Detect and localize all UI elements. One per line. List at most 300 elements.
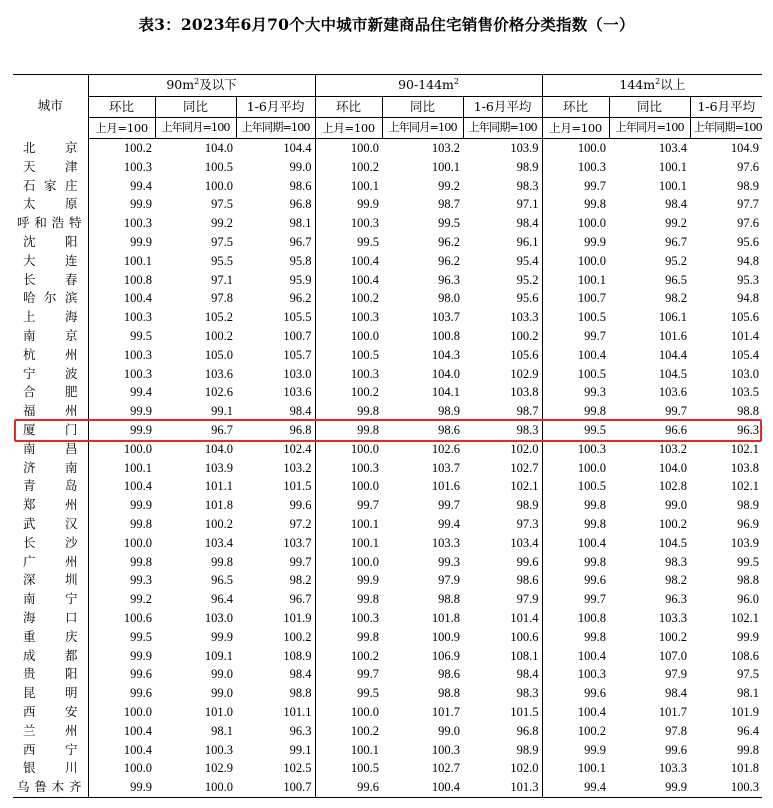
- index-value: 99.9: [88, 421, 155, 440]
- index-value: 97.9: [665, 667, 688, 682]
- index-value: 99.9: [88, 647, 155, 666]
- index-value: 99.0: [211, 686, 233, 701]
- index-value: 99.8: [315, 590, 382, 609]
- index-value: 99.2: [88, 590, 155, 609]
- table-row: [13, 684, 762, 703]
- index-value: 100.5: [315, 346, 382, 365]
- index-value: 96.8: [516, 723, 539, 738]
- index-value: 100.8: [542, 609, 609, 628]
- index-value: 100.0: [315, 327, 382, 346]
- index-value: 100.3: [315, 308, 382, 327]
- city-name: 郑州: [23, 497, 78, 513]
- table-row: [13, 571, 762, 590]
- index-value: 96.2: [438, 234, 461, 249]
- index-value: 102.9: [510, 366, 539, 381]
- index-value: 98.4: [516, 667, 539, 682]
- index-value: 103.6: [658, 385, 688, 400]
- table-row: [13, 327, 762, 346]
- group-header-small: $90m^2$及以下: [88, 75, 315, 97]
- index-value: 99.3: [438, 554, 461, 569]
- index-value: 100.0: [315, 477, 382, 496]
- index-value: 99.6: [542, 571, 609, 590]
- index-value: 99.9: [88, 778, 155, 797]
- subheader-cell: 同比: [155, 97, 236, 118]
- index-value: 95.5: [211, 253, 233, 268]
- table-row: [13, 346, 762, 365]
- index-value: 100.5: [542, 365, 609, 384]
- index-value: 99.6: [88, 684, 155, 703]
- index-value: 99.8: [542, 402, 609, 421]
- table-row: [13, 459, 762, 478]
- index-value: 97.8: [211, 291, 233, 306]
- city-name: 石家庄: [23, 177, 78, 193]
- index-value: 103.9: [510, 141, 539, 155]
- index-value: 96.2: [438, 253, 461, 268]
- index-value: 100.3: [315, 214, 382, 233]
- index-value: 100.0: [542, 459, 609, 478]
- index-value: 99.5: [88, 327, 155, 346]
- city-name: 北京: [23, 139, 78, 155]
- index-value: 103.0: [204, 610, 233, 625]
- index-value: 98.3: [516, 686, 539, 701]
- index-value: 99.9: [88, 402, 155, 421]
- city-name: 武汉: [23, 515, 78, 531]
- city-name: 长春: [23, 271, 78, 287]
- index-value: 103.0: [283, 366, 312, 381]
- index-value: 99.8: [737, 742, 760, 757]
- index-value: 95.2: [665, 253, 688, 268]
- index-value: 100.1: [542, 759, 609, 778]
- index-value: 99.8: [542, 515, 609, 534]
- index-value: 99.8: [211, 554, 233, 569]
- index-value: 99.5: [88, 628, 155, 647]
- index-value: 105.0: [204, 347, 233, 362]
- subheader-cell: 环比: [542, 97, 609, 118]
- index-value: 105.2: [204, 310, 233, 325]
- index-value: 99.0: [438, 723, 461, 738]
- city-name: 贵阳: [23, 666, 78, 682]
- index-value: 99.8: [315, 421, 382, 440]
- index-value: 104.0: [431, 366, 461, 381]
- table-row: [13, 515, 762, 534]
- index-value: 94.8: [737, 291, 760, 306]
- index-value: 99.8: [542, 496, 609, 515]
- index-value: 99.8: [542, 195, 609, 214]
- city-name: 南京: [23, 327, 78, 343]
- index-value: 99.2: [438, 178, 461, 193]
- subheader-cell: 同比: [609, 97, 690, 118]
- index-value: 99.1: [211, 404, 233, 419]
- index-value: 103.9: [730, 535, 760, 550]
- index-value: 100.4: [88, 741, 155, 760]
- index-value: 99.5: [542, 421, 609, 440]
- index-value: 103.7: [431, 310, 461, 325]
- table-header: [13, 75, 762, 139]
- city-name: 福州: [23, 403, 78, 419]
- table-row: [13, 195, 762, 214]
- index-value: 101.6: [658, 328, 688, 343]
- index-value: 99.6: [315, 778, 382, 797]
- index-value: 103.4: [510, 535, 539, 550]
- index-value: 99.1: [289, 742, 312, 757]
- table-row: [13, 590, 762, 609]
- index-value: 100.8: [88, 271, 155, 290]
- city-name: 南昌: [23, 440, 78, 456]
- index-value: 98.9: [516, 742, 539, 757]
- index-value: 96.6: [665, 422, 688, 437]
- index-value: 100.1: [315, 515, 382, 534]
- city-name: 成都: [23, 647, 78, 663]
- table-row: [13, 252, 762, 271]
- subheader-cell: 1-6月平均: [463, 97, 542, 118]
- index-value: 105.6: [730, 310, 760, 325]
- index-value: 103.6: [204, 366, 233, 381]
- index-value: 102.8: [658, 479, 688, 494]
- index-value: 99.5: [438, 216, 461, 231]
- index-value: 98.3: [516, 178, 539, 193]
- index-value: 99.0: [665, 498, 688, 513]
- index-value: 98.7: [516, 404, 539, 419]
- index-value: 101.9: [730, 704, 760, 719]
- index-value: 100.3: [542, 158, 609, 177]
- index-value: 100.1: [315, 177, 382, 196]
- index-value: 99.9: [737, 629, 760, 644]
- index-value: 99.9: [88, 496, 155, 515]
- index-value: 99.0: [211, 667, 233, 682]
- index-value: 98.1: [737, 686, 760, 701]
- index-value: 99.6: [665, 742, 688, 757]
- city-name: 宁波: [23, 365, 78, 381]
- unit-cell: 上年同月=100: [609, 118, 690, 139]
- index-value: 99.5: [315, 684, 382, 703]
- index-value: 107.0: [658, 648, 688, 663]
- index-value: 103.3: [510, 310, 539, 325]
- table-row: [13, 271, 762, 290]
- index-value: 100.3: [204, 742, 233, 757]
- index-value: 100.3: [88, 346, 155, 365]
- index-value: 101.9: [283, 610, 312, 625]
- index-value: 102.0: [510, 761, 539, 776]
- index-value: 104.5: [658, 535, 688, 550]
- index-value: 103.3: [431, 535, 461, 550]
- index-value: 100.4: [88, 477, 155, 496]
- index-value: 97.7: [737, 197, 760, 212]
- index-value: 100.0: [88, 440, 155, 459]
- index-value: 104.1: [431, 385, 461, 400]
- index-value: 102.5: [283, 761, 312, 776]
- city-name: 广州: [23, 553, 78, 569]
- index-value: 102.1: [730, 479, 760, 494]
- index-value: 104.4: [283, 141, 312, 155]
- index-value: 98.4: [665, 686, 688, 701]
- index-value: 100.1: [431, 159, 461, 174]
- index-value: 100.2: [204, 516, 233, 531]
- table-row: [13, 609, 762, 628]
- index-value: 98.7: [438, 197, 461, 212]
- index-value: 95.9: [289, 272, 312, 287]
- table-row: [13, 703, 762, 722]
- index-value: 105.7: [283, 347, 312, 362]
- index-value: 98.4: [289, 667, 312, 682]
- city-name: 合肥: [23, 384, 78, 400]
- index-value: 100.4: [315, 252, 382, 271]
- table-row: [13, 402, 762, 421]
- city-name: 长沙: [23, 534, 78, 550]
- index-value: 100.3: [542, 440, 609, 459]
- subheader-cell: 1-6月平均: [236, 97, 315, 118]
- index-value: 101.7: [658, 704, 688, 719]
- table-row: [13, 647, 762, 666]
- index-value: 99.8: [315, 628, 382, 647]
- index-value: 100.4: [88, 722, 155, 741]
- index-value: 98.9: [737, 178, 760, 193]
- index-value: 100.3: [690, 778, 762, 797]
- table-row: [13, 553, 762, 572]
- unit-cell: 上月=100: [88, 118, 155, 139]
- index-value: 100.9: [431, 629, 461, 644]
- index-value: 100.3: [315, 365, 382, 384]
- table-row: [13, 214, 762, 233]
- index-value: 106.1: [658, 310, 688, 325]
- index-value: 96.2: [289, 291, 312, 306]
- city-name: 乌鲁木齐: [13, 778, 88, 797]
- index-value: 99.9: [542, 233, 609, 252]
- index-value: 96.7: [289, 234, 312, 249]
- index-value: 102.1: [510, 479, 539, 494]
- index-value: 100.5: [315, 759, 382, 778]
- city-name: 济南: [23, 459, 78, 475]
- index-value: 99.4: [542, 778, 609, 797]
- index-value: 100.7: [236, 778, 315, 797]
- index-value: 100.5: [542, 477, 609, 496]
- index-value: 101.1: [283, 704, 312, 719]
- index-value: 100.7: [283, 328, 312, 343]
- index-value: 104.4: [658, 347, 688, 362]
- table-row: [13, 177, 762, 196]
- index-value: 96.3: [289, 723, 312, 738]
- index-value: 103.2: [283, 460, 312, 475]
- index-value: 102.7: [510, 460, 539, 475]
- index-value: 100.0: [542, 139, 609, 158]
- index-value: 103.3: [658, 610, 688, 625]
- index-value: 96.8: [289, 197, 312, 212]
- index-value: 106.9: [431, 648, 461, 663]
- index-value: 101.0: [204, 704, 233, 719]
- index-value: 100.4: [382, 778, 463, 797]
- table-row: [13, 383, 762, 402]
- index-value: 96.3: [438, 272, 461, 287]
- unit-cell: 上年同期=100: [690, 118, 762, 139]
- index-value: 100.4: [88, 289, 155, 308]
- index-value: 99.6: [88, 665, 155, 684]
- table-row: [13, 308, 762, 327]
- index-value: 100.4: [542, 534, 609, 553]
- index-value: 103.4: [658, 141, 688, 155]
- index-value: 97.5: [737, 667, 760, 682]
- index-value: 105.4: [730, 347, 760, 362]
- index-value: 100.0: [88, 703, 155, 722]
- index-value: 96.4: [211, 592, 233, 607]
- city-name: 银川: [23, 760, 78, 776]
- index-value: 105.5: [283, 310, 312, 325]
- index-value: 105.6: [510, 347, 539, 362]
- index-value: 103.2: [658, 441, 688, 456]
- city-name: 上海: [23, 309, 78, 325]
- index-value: 100.3: [88, 308, 155, 327]
- index-value: 95.6: [516, 291, 539, 306]
- index-value: 98.9: [737, 498, 760, 513]
- index-value: 100.0: [204, 178, 233, 193]
- index-value: 99.4: [88, 383, 155, 402]
- index-value: 99.3: [542, 383, 609, 402]
- index-value: 99.6: [542, 684, 609, 703]
- index-value: 96.3: [737, 422, 760, 437]
- index-value: 100.1: [88, 459, 155, 478]
- subheader-cell: 环比: [315, 97, 382, 118]
- index-value: 101.3: [463, 778, 542, 797]
- index-value: 98.2: [665, 573, 688, 588]
- index-value: 99.9: [315, 195, 382, 214]
- city-name: 太原: [23, 196, 78, 212]
- city-column-header: 城市: [13, 75, 88, 139]
- index-value: 98.6: [289, 178, 312, 193]
- index-value: 100.6: [510, 629, 539, 644]
- index-value: 100.2: [510, 328, 539, 343]
- index-value: 98.3: [665, 554, 688, 569]
- index-value: 96.5: [665, 272, 688, 287]
- index-value: 98.8: [289, 686, 312, 701]
- index-value: 104.0: [204, 141, 233, 155]
- index-value: 97.3: [516, 516, 539, 531]
- table-row: [13, 628, 762, 647]
- index-value: 100.2: [315, 289, 382, 308]
- index-value: 99.7: [315, 496, 382, 515]
- index-value: 99.9: [315, 571, 382, 590]
- index-value: 98.9: [516, 498, 539, 513]
- index-value: 98.6: [438, 667, 461, 682]
- table-row: [13, 496, 762, 515]
- index-value: 102.1: [730, 441, 760, 456]
- index-value: 103.7: [431, 460, 461, 475]
- index-value: 102.6: [431, 441, 461, 456]
- index-value: 100.2: [315, 158, 382, 177]
- index-value: 99.8: [88, 515, 155, 534]
- index-value: 96.3: [665, 592, 688, 607]
- index-value: 101.8: [730, 761, 760, 776]
- index-value: 100.1: [88, 252, 155, 271]
- index-value: 101.5: [283, 479, 312, 494]
- index-value: 99.0: [289, 159, 312, 174]
- index-value: 94.8: [737, 253, 760, 268]
- table-row: [13, 421, 762, 440]
- index-value: 102.4: [283, 441, 312, 456]
- city-name: 青岛: [23, 478, 78, 494]
- index-value: 100.3: [88, 214, 155, 233]
- index-value: 100.3: [88, 365, 155, 384]
- table-row: [13, 440, 762, 459]
- index-value: 98.8: [737, 404, 760, 419]
- index-value: 99.7: [542, 590, 609, 609]
- table-row: [13, 534, 762, 553]
- index-value: 95.8: [289, 253, 312, 268]
- table-row: [13, 289, 762, 308]
- index-value: 99.2: [665, 216, 688, 231]
- index-value: 100.0: [315, 703, 382, 722]
- table-row: [13, 741, 762, 760]
- index-value: 103.8: [510, 385, 539, 400]
- index-value: 96.7: [289, 592, 312, 607]
- page-title: 表3：2023年6月70个大中城市新建商品住宅销售价格分类指数（一）: [138, 15, 635, 34]
- index-value: 100.0: [88, 759, 155, 778]
- index-value: 104.5: [658, 366, 688, 381]
- index-value: 103.7: [283, 535, 312, 550]
- index-value: 98.9: [516, 159, 539, 174]
- index-value: 100.1: [658, 178, 688, 193]
- index-value: 100.0: [315, 440, 382, 459]
- index-value: 100.3: [315, 459, 382, 478]
- index-value: 100.1: [315, 741, 382, 760]
- index-value: 108.1: [510, 648, 539, 663]
- index-value: 100.7: [542, 289, 609, 308]
- index-value: 96.9: [737, 516, 760, 531]
- unit-cell: 上年同期=100: [236, 118, 315, 139]
- index-value: 96.1: [516, 234, 539, 249]
- index-value: 97.2: [289, 516, 312, 531]
- index-value: 100.2: [658, 629, 688, 644]
- index-value: 109.1: [204, 648, 233, 663]
- index-value: 99.4: [438, 516, 461, 531]
- index-value: 100.4: [542, 703, 609, 722]
- index-value: 98.2: [289, 573, 312, 588]
- index-value: 102.7: [431, 761, 461, 776]
- city-name: 海口: [23, 609, 78, 625]
- city-name: 杭州: [23, 346, 78, 362]
- index-value: 100.8: [431, 328, 461, 343]
- index-value: 99.5: [315, 233, 382, 252]
- index-value: 100.1: [315, 534, 382, 553]
- index-value: 99.7: [542, 327, 609, 346]
- index-value: 100.3: [315, 609, 382, 628]
- index-value: 100.2: [204, 328, 233, 343]
- index-value: 95.3: [737, 272, 760, 287]
- index-value: 101.8: [204, 498, 233, 513]
- index-value: 103.2: [431, 141, 461, 155]
- index-value: 100.2: [283, 629, 312, 644]
- index-value: 101.6: [431, 479, 461, 494]
- index-value: 103.8: [730, 460, 760, 475]
- index-value: 96.0: [737, 592, 760, 607]
- index-value: 100.0: [315, 139, 382, 158]
- index-value: 99.7: [289, 554, 312, 569]
- index-value: 99.8: [542, 628, 609, 647]
- unit-cell: 上年同月=100: [155, 118, 236, 139]
- index-value: 108.9: [283, 648, 312, 663]
- index-value: 100.2: [88, 139, 155, 158]
- index-value: 96.4: [737, 723, 760, 738]
- index-value: 98.8: [737, 573, 760, 588]
- index-value: 98.0: [438, 291, 461, 306]
- subheader-cell: 1-6月平均: [690, 97, 762, 118]
- index-value: 103.5: [730, 385, 760, 400]
- index-value: 100.2: [658, 516, 688, 531]
- index-value: 100.0: [542, 252, 609, 271]
- index-value: 96.5: [211, 573, 233, 588]
- city-name: 重庆: [23, 628, 78, 644]
- index-value: 108.6: [730, 648, 760, 663]
- table-row: [13, 665, 762, 684]
- index-value: 98.8: [438, 592, 461, 607]
- table-row: [13, 477, 762, 496]
